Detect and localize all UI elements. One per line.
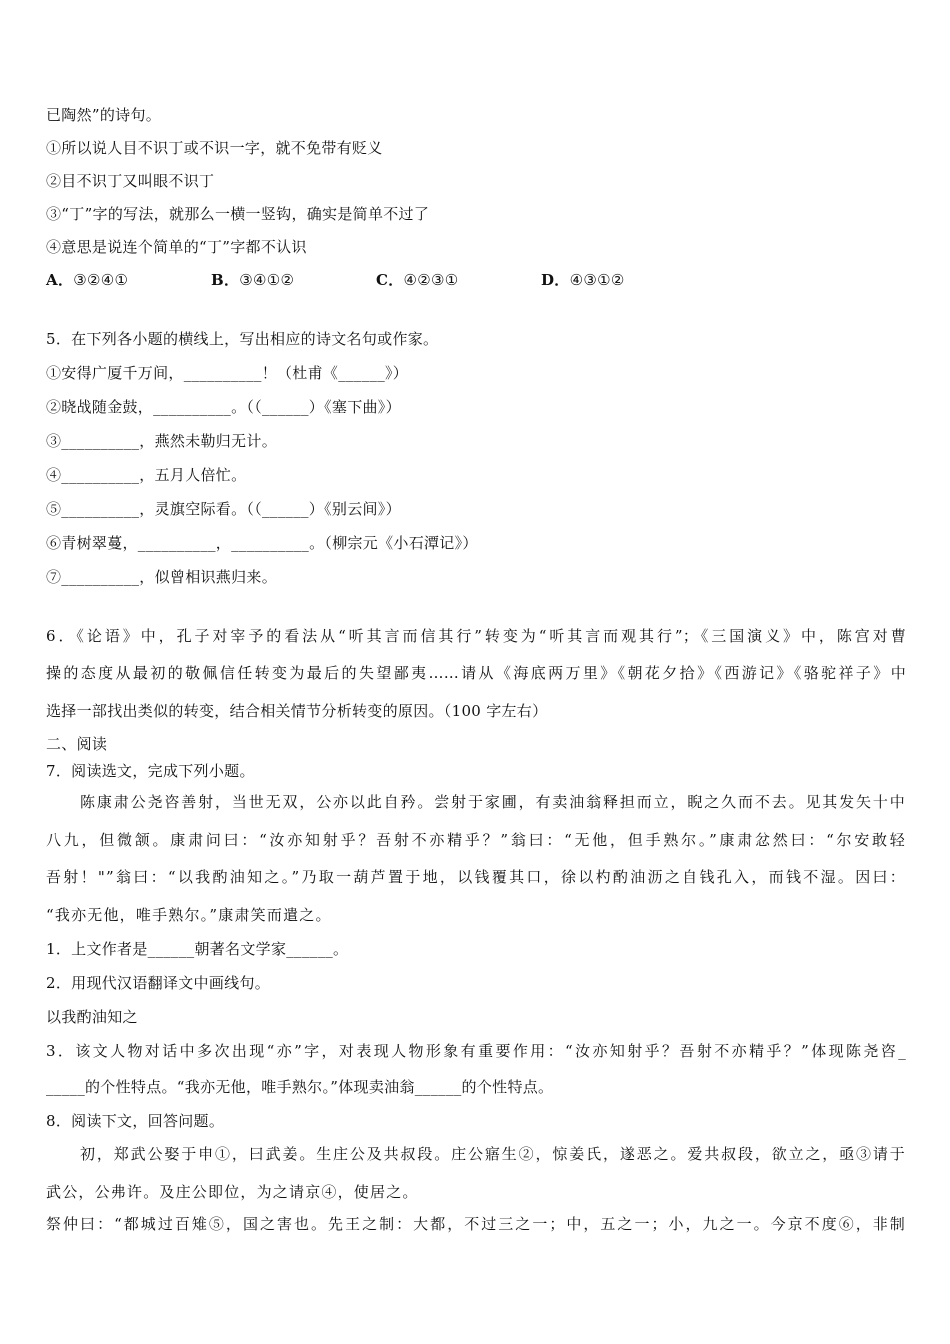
q8-stem: 8．阅读下文，回答问题。 bbox=[46, 1112, 225, 1130]
q5-item-1: ①安得广厦千万间，__________！（杜甫《______》） bbox=[46, 364, 409, 382]
q5-item-5: ⑤__________，灵旗空际看。（（______）《别云间》） bbox=[46, 500, 401, 518]
q7-passage-line-2: 八九，但微颔。康肃问曰：“汝亦知射乎？吾射不亦精乎？”翁曰：“无他，但手熟尔。”康肃忿然曰：“尔安敢轻 bbox=[46, 831, 906, 849]
q4-item-1: ①所以说人目不识丁或不识一字，就不免带有贬义 bbox=[46, 139, 383, 157]
q4-option-b: B．③④①② bbox=[211, 271, 295, 289]
q5-item-2: ②晓战随金鼓，__________。（（______）《塞下曲》） bbox=[46, 398, 401, 416]
q7-passage-line-1: 陈康肃公尧咨善射，当世无双，公亦以此自矜。尝射于家圃，有卖油翁释担而立，睨之久而不去。见其发矢十中 bbox=[80, 793, 906, 811]
q5-item-3: ③__________，燕然未勒归无计。 bbox=[46, 432, 278, 450]
q7-passage-line-4: “我亦无他，唯手熟尔。”康肃笑而遣之。 bbox=[46, 906, 332, 924]
q4-item-2: ②目不识丁又叫眼不识丁 bbox=[46, 172, 215, 190]
q8-passage-line-2: 武公，公弗许。及庄公即位，为之请京④，使居之。 bbox=[46, 1183, 419, 1201]
q4-option-c: C．④②③① bbox=[376, 271, 459, 289]
q7-sub-3-line-2: _____的个性特点。“我亦无他，唯手熟尔。”体现卖油翁______的个性特点。 bbox=[46, 1078, 554, 1096]
q7-sub-3-line-1: 3．该文人物对话中多次出现“亦”字，对表现人物形象有重要作用：“汝亦知射乎？吾射不亦精乎？”体现陈尧咨_ bbox=[46, 1042, 906, 1060]
q4-option-a: A．③②④① bbox=[46, 271, 129, 289]
q4-options bbox=[46, 269, 906, 290]
q4-option-d: D．④③①② bbox=[541, 271, 625, 289]
q6-line-3: 选择一部找出类似的转变，结合相关情节分析转变的原因。（100 字左右） bbox=[46, 702, 548, 720]
q4-item-4: ④意思是说连个简单的“丁”字都不认识 bbox=[46, 238, 307, 256]
q6-line-2: 操的态度从最初的敬佩信任转变为最后的失望鄙夷……请从《海底两万里》《朝花夕拾》《西游记》《骆驼祥子》中 bbox=[46, 664, 906, 682]
q7-sub-2-sentence: 以我酌油知之 bbox=[46, 1008, 138, 1026]
q8-passage-line-1: 初，郑武公娶于申①，曰武姜。生庄公及共叔段。庄公寤生②，惊姜氏，遂恶之。爱共叔段，欲立之，亟③请于 bbox=[80, 1145, 906, 1163]
q5-stem: 5．在下列各小题的横线上，写出相应的诗文名句或作家。 bbox=[46, 330, 439, 348]
q7-passage-line-3: 吾射！"”翁曰：“以我酌油知之。”乃取一葫芦置于地，以钱覆其口，徐以杓酌油沥之自钱孔入，而钱不湿。因曰： bbox=[46, 868, 906, 886]
section-heading: 二、阅读 bbox=[46, 735, 108, 753]
q8-passage-line-3: 祭仲曰：“都城过百雉⑤，国之害也。先王之制：大都，不过三之一；中，五之一；小，九之一。今京不度⑥，非制 bbox=[46, 1215, 906, 1233]
q7-stem: 7．阅读选文，完成下列小题。 bbox=[46, 762, 255, 780]
q5-item-4: ④__________，五月人倍忙。 bbox=[46, 466, 247, 484]
q6-line-1: 6．《论语》中，孔子对宰予的看法从“听其言而信其行”转变为“听其言而观其行”；《三国演义》中，陈宫对曹 bbox=[46, 627, 906, 645]
q5-item-6: ⑥青树翠蔓，__________，__________。（柳宗元《小石潭记》） bbox=[46, 534, 478, 552]
q4-continuation: 已陶然”的诗句。 bbox=[46, 106, 162, 124]
q5-item-7: ⑦__________，似曾相识燕归来。 bbox=[46, 568, 278, 586]
q4-item-3: ③“丁”字的写法，就那么一横一竖钩，确实是简单不过了 bbox=[46, 205, 430, 223]
q7-sub-1: 1．上文作者是______朝著名文学家______。 bbox=[46, 940, 349, 958]
q7-sub-2: 2．用现代汉语翻译文中画线句。 bbox=[46, 974, 271, 992]
